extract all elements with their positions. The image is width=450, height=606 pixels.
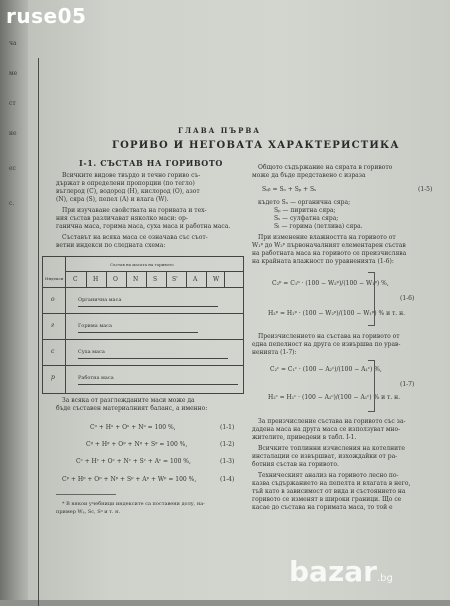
equation-7a: C₂ᶜ = C₁ᶜ · (100 − A₂ᶜ)/(100 − A₁ᶜ) %,	[270, 366, 382, 373]
right-para6-line: тъй като в зависимост от вида и състоянието на	[252, 488, 406, 495]
table-header-top: Състав на масата на горивото	[110, 262, 174, 267]
equation-4: Cᵖ + Hᵖ + Oᵖ + Nᵖ + Sᵖ + Aᵖ + Wᵖ = 100 %,	[62, 476, 197, 483]
chapter-label: ГЛАВА ПЪРВА	[178, 126, 261, 135]
right-para6-line: касае до състава на горимата маса, то той е	[252, 504, 393, 511]
chapter-title: ГОРИВО И НЕГОВАТА ХАРАКТЕРИСТИКА	[112, 140, 400, 151]
left-para2-line: При изучаване свойствата на горивата и тех-	[62, 207, 207, 214]
right-para4-line: дадена маса на друга маса се използуват мно-	[252, 426, 401, 433]
definition-line: Sₛ — сулфатна сяра;	[274, 215, 339, 222]
right-para6-line: казва съдържанието на пепелта и влагата в него,	[252, 480, 411, 487]
left-para2-line: ганична маса, горима маса, суха маса и работна маса.	[56, 223, 231, 230]
table-col: A	[193, 276, 198, 283]
right-para2-line: на крайната влажност по уравненията (1-6):	[252, 258, 394, 265]
equation-6-brace	[368, 272, 375, 326]
equation-7-number: (1-7)	[400, 381, 415, 388]
equation-6b: H₂ᵖ = H₁ᵖ · (100 − W₂ᵖ)/(100 − W₁ᵖ) % и т. н.	[268, 310, 406, 317]
footnote-line: * В някои учебници индексите са поставени долу, на-	[62, 501, 205, 507]
equation-3-number: (1-3)	[220, 458, 235, 465]
table-col-index: Индекси	[45, 276, 64, 281]
left-para4-line: За всяка от разглежданите маси може да	[62, 397, 195, 404]
right-para3-line: една пепелност на друга се извършва по урав-	[252, 341, 401, 348]
equation-7b: H₂ᶜ = H₁ᶜ · (100 − A₂ᶜ)/(100 − A₁ᶜ) % и т. н.	[268, 394, 401, 401]
left-para1-line: Всичките видове твърдо и течно гориво съ-	[62, 172, 201, 179]
table-col: O	[113, 276, 118, 283]
watermark-seller: ruse05	[6, 4, 87, 28]
equation-4-number: (1-4)	[220, 476, 235, 483]
left-para1-line: въглерод (C), водород (H), кислород (O), азот	[56, 188, 200, 195]
table-row-index: г	[51, 322, 55, 329]
table-row-index: o	[51, 296, 55, 303]
equation-3: Cᶜ + Hᶜ + Oᶜ + Nᶜ + Sᶜ + Aᶜ = 100 %,	[76, 458, 191, 465]
table-col: H	[93, 276, 99, 283]
right-para6-line: Техническият анализ на горивото лесно по-	[258, 472, 399, 479]
right-para1-line: може да бъде представено с израза	[252, 172, 366, 179]
footnote-rule	[56, 494, 116, 495]
table-col: S	[153, 276, 158, 283]
equation-7-brace	[368, 360, 375, 412]
right-para4-line: За преизчисление състава на горивото със за-	[258, 418, 406, 425]
equation-6a: C₂ᵖ = C₁ᵖ · (100 − W₂ᵖ)/(100 − W₁ᵖ) %,	[272, 280, 389, 287]
right-para5-line: ботния състав на горивото.	[252, 461, 339, 468]
table-row-index: р	[51, 374, 55, 381]
table-col: C	[73, 276, 78, 283]
table-col: S'	[172, 276, 178, 283]
watermark-bazar-logo: bazar.bg	[289, 555, 393, 588]
equation-6-number: (1-6)	[400, 295, 415, 302]
left-para3-line: Съставът на всяка маса се означава със съот-	[62, 234, 208, 241]
right-para2-line: на работната маса на горивото се преизчислява	[252, 250, 407, 257]
table-row-index: с	[51, 348, 55, 355]
right-para5-line: Всичките топлинни изчисления на котелните	[258, 445, 405, 452]
equation-2: Cᵍ + Hᵍ + Oᵍ + Nᵍ + Sᵍ = 100 %,	[86, 441, 188, 448]
definition-line: Sₚ — пиритна сяра;	[274, 207, 336, 214]
book-spine: ча ме ст не ес с.	[0, 0, 28, 600]
left-para2-line: ния състав различават няколко маси: ор-	[56, 215, 188, 222]
right-para3-line: Преизчислението на състава на горивото от	[258, 333, 400, 340]
table-row-label: Суха маса	[78, 349, 105, 355]
page-edge-line	[38, 58, 39, 606]
footnote-line: пример Wₚ, Sc, Sᵍ и т. н.	[56, 509, 121, 515]
left-para1-line: (N), сяра (S), пепел (A) и влага (W).	[56, 196, 169, 203]
right-para3-line: ненията (1-7):	[252, 349, 297, 356]
right-para2-line: При изменение влажността на горивото от	[258, 234, 396, 241]
equation-5: Sₒᵦ = Sₒ + Sₚ + Sₛ	[262, 186, 317, 193]
definition-line: Sₗ — горима (летлива) сяра.	[274, 223, 363, 230]
table-row-label: Работна маса	[78, 375, 114, 381]
right-para5-line: инсталации се извършват, изхождайки от ра-	[252, 453, 398, 460]
table-col: N	[133, 276, 139, 283]
equation-5-number: (1-5)	[418, 186, 433, 193]
table-row-label: Горима маса	[78, 323, 112, 329]
left-para3-line: ветни индекси по следната схема:	[56, 242, 166, 249]
table-col: W	[213, 276, 220, 283]
equation-1: Cᵒ + Hᵒ + Oᵒ + Nᵒ = 100 %,	[90, 424, 176, 431]
right-para6-line: горивото се изменят в широки граници. Що се	[252, 496, 402, 503]
left-para1-line: държат в определени пропорции (по тегло)	[56, 180, 195, 187]
right-para4-line: жителите, приведени в табл. I-1.	[252, 434, 357, 441]
definition-line: където Sₒ — органична сяра;	[258, 199, 351, 206]
right-para1-line: Общото съдържание на сярата в горивото	[258, 164, 393, 171]
table-row-label: Органична маса	[78, 297, 122, 303]
equation-2-number: (1-2)	[220, 441, 235, 448]
left-para4-line: бъде съставен материалният баланс, а именно:	[56, 405, 208, 412]
section-heading: I-1. СЪСТАВ НА ГОРИВОТО	[79, 158, 223, 168]
equation-1-number: (1-1)	[220, 424, 235, 431]
right-para2-line: W₁ᵖ до W₂ᵖ първоначалният елементарен състав	[252, 242, 406, 249]
